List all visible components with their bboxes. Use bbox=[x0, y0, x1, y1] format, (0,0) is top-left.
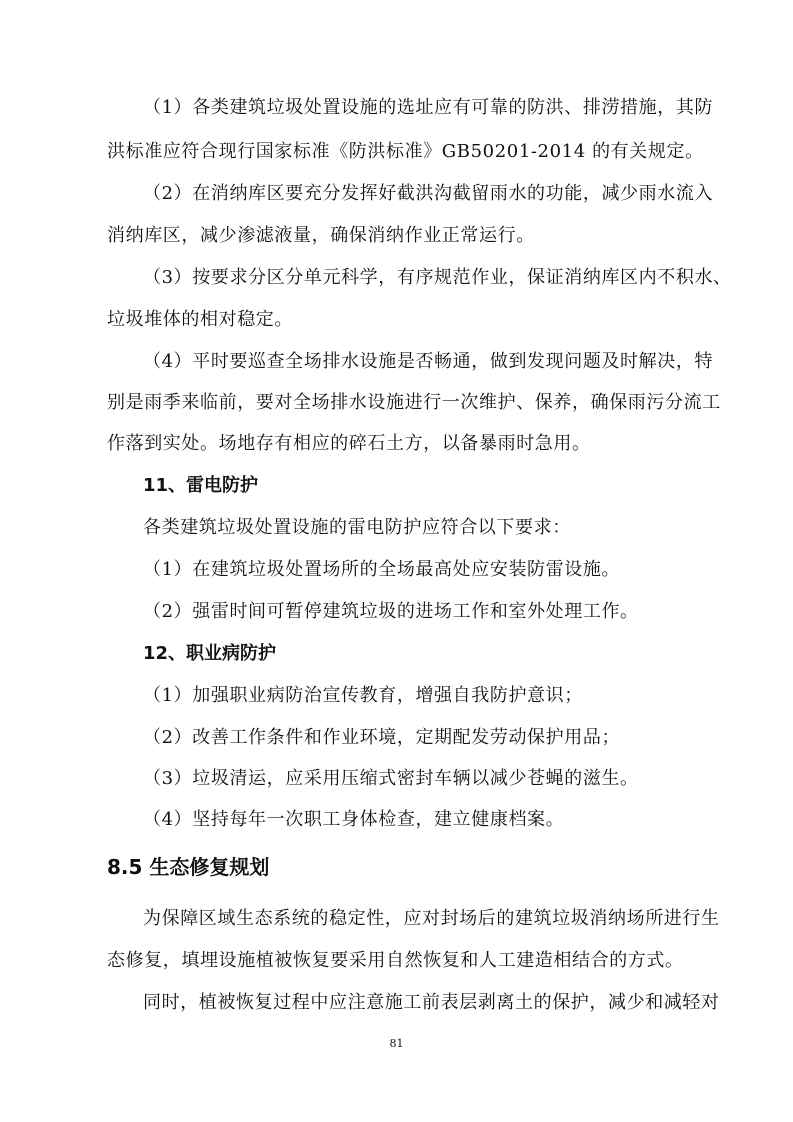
occupational-item-4: （4）坚持每年一次职工身体检查，建立健康档案。 bbox=[143, 809, 565, 830]
eco-paragraph-2-line-1: 同时，植被恢复过程中应注意施工前表层剥离土的保护，减少和减轻对 bbox=[143, 992, 720, 1013]
eco-paragraph-1-line-1: 为保障区域生态系统的稳定性，应对封场后的建筑垃圾消纳场所进行生 bbox=[143, 908, 720, 929]
lightning-intro: 各类建筑垃圾处置设施的雷电防护应符合以下要求： bbox=[143, 517, 571, 538]
paragraph-4-line-3: 作落到实处。场地存有相应的碎石土方，以备暴雨时急用。 bbox=[107, 433, 591, 454]
paragraph-3-line-2: 垃圾堆体的相对稳定。 bbox=[107, 309, 293, 330]
lightning-item-2: （2）强雷时间可暂停建筑垃圾的进场工作和室外处理工作。 bbox=[143, 601, 639, 622]
paragraph-2-line-1: （2）在消纳库区要充分发挥好截洪沟截留雨水的功能，减少雨水流入 bbox=[143, 183, 714, 204]
heading-occupational-protection: 12、职业病防护 bbox=[143, 643, 277, 664]
occupational-item-1: （1）加强职业病防治宣传教育，增强自我防护意识； bbox=[143, 685, 583, 706]
heading-lightning-protection: 11、雷电防护 bbox=[143, 475, 259, 496]
lightning-item-1: （1）在建筑垃圾处置场所的全场最高处应安装防雷设施。 bbox=[143, 559, 621, 580]
occupational-item-2: （2）改善工作条件和作业环境，定期配发劳动保护用品； bbox=[143, 727, 621, 748]
section-title: 8.5 生态修复规划 bbox=[107, 855, 270, 879]
paragraph-1-line-1: （1）各类建筑垃圾处置设施的选址应有可靠的防洪、排涝措施，其防 bbox=[143, 97, 714, 118]
eco-paragraph-1-line-2: 态修复，填埋设施植被恢复要采用自然恢复和人工建造相结合的方式。 bbox=[107, 950, 684, 971]
paragraph-4-line-1: （4）平时要巡查全场排水设施是否畅通，做到发现问题及时解决，特 bbox=[143, 351, 714, 372]
page-number: 81 bbox=[389, 1037, 404, 1050]
paragraph-3-line-1: （3）按要求分区分单元科学，有序规范作业，保证消纳库区内不积水、 bbox=[143, 267, 732, 288]
paragraph-2-line-2: 消纳库区，减少渗滤液量，确保消纳作业正常运行。 bbox=[107, 225, 535, 246]
occupational-item-3: （3）垃圾清运，应采用压缩式密封车辆以减少苍蝇的滋生。 bbox=[143, 768, 639, 789]
paragraph-1-line-2: 洪标准应符合现行国家标准《防洪标准》GB50201-2014 的有关规定。 bbox=[107, 141, 704, 162]
paragraph-4-line-2: 别是雨季来临前，要对全场排水设施进行一次维护、保养，确保雨污分流工 bbox=[107, 392, 721, 413]
